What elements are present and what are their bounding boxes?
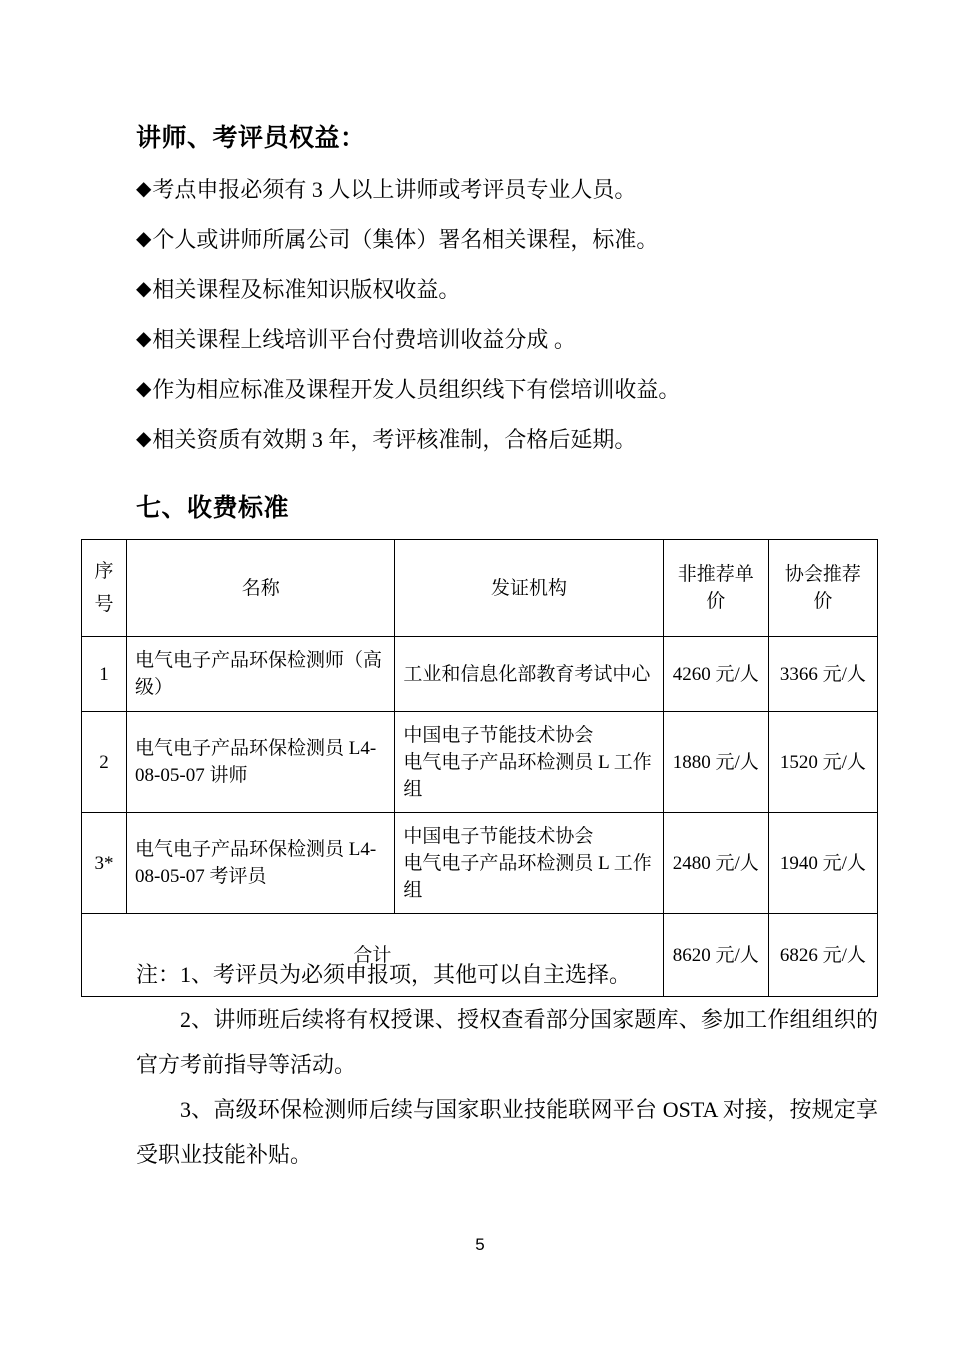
cell-price: 1880 元/人 xyxy=(663,712,768,813)
diamond-bullet-icon: ◆ xyxy=(136,228,152,250)
cell-recommended-price: 3366 元/人 xyxy=(768,637,877,712)
list-item xyxy=(136,225,856,254)
column-header-seq-line2: 号 xyxy=(94,594,114,615)
cell-seq: 2 xyxy=(82,712,127,813)
list-item xyxy=(136,375,856,404)
cell-name: 电气电子产品环保检测员 L4-08-05-07 讲师 xyxy=(127,712,395,813)
note-3: 3、高级环保检测师后续与国家职业技能联网平台 OSTA 对接，按规定享受职业技能补贴。 xyxy=(136,1097,878,1167)
cell-org: 工业和信息化部教育考试中心 xyxy=(395,637,663,712)
table-row xyxy=(82,712,878,813)
column-header-org: 发证机构 xyxy=(395,540,663,637)
note-2: 2、讲师班后续将有权授课、授权查看部分国家题库、参加工作组组织的官方考前指导等活动。 xyxy=(136,1007,878,1077)
fees-heading: 七、收费标准 xyxy=(136,495,290,522)
column-header-name: 名称 xyxy=(127,540,395,637)
diamond-bullet-icon: ◆ xyxy=(136,428,152,450)
notes-section xyxy=(136,952,878,1177)
page-number: 5 xyxy=(475,1235,485,1254)
cell-name: 电气电子产品环保检测师（高级） xyxy=(127,637,395,712)
list-item-text: 相关课程及标准知识版权收益。 xyxy=(152,277,461,302)
column-header-seq-line1: 序 xyxy=(94,561,114,582)
cell-total-recommended-price: 6826 元/人 xyxy=(768,914,877,997)
cell-seq: 1 xyxy=(82,637,127,712)
diamond-bullet-icon: ◆ xyxy=(136,278,152,300)
table-row xyxy=(82,813,878,914)
column-header-recommended: 协会推荐价 xyxy=(768,540,877,637)
list-item xyxy=(136,275,856,304)
list-item-text: 个人或讲师所属公司（集体）署名相关课程，标准。 xyxy=(152,227,659,252)
column-header-seq xyxy=(82,540,127,637)
cell-name: 电气电子产品环保检测员 L4-08-05-07 考评员 xyxy=(127,813,395,914)
list-item-text: 作为相应标准及课程开发人员组织线下有偿培训收益。 xyxy=(152,377,681,402)
list-item xyxy=(136,325,856,354)
list-item xyxy=(136,425,856,454)
diamond-bullet-icon: ◆ xyxy=(136,178,152,200)
list-item-text: 相关课程上线培训平台付费培训收益分成 。 xyxy=(152,327,576,352)
list-item-text: 考点申报必须有 3 人以上讲师或考评员专业人员。 xyxy=(152,177,637,202)
benefits-list xyxy=(136,175,856,475)
cell-seq: 3* xyxy=(82,813,127,914)
table-row xyxy=(82,637,878,712)
cell-org: 中国电子节能技术协会 电气电子产品环检测员 L 工作组 xyxy=(395,813,663,914)
cell-org: 中国电子节能技术协会 电气电子产品环检测员 L 工作组 xyxy=(395,712,663,813)
diamond-bullet-icon: ◆ xyxy=(136,328,152,350)
table-header-row xyxy=(82,540,878,637)
cell-price: 2480 元/人 xyxy=(663,813,768,914)
list-item xyxy=(136,175,856,204)
diamond-bullet-icon: ◆ xyxy=(136,378,152,400)
column-header-price: 非推荐单价 xyxy=(663,540,768,637)
cell-recommended-price: 1940 元/人 xyxy=(768,813,877,914)
cell-total-price: 8620 元/人 xyxy=(663,914,768,997)
cell-total-label: 合计 xyxy=(82,914,664,997)
list-item-text: 相关资质有效期 3 年，考评核准制，合格后延期。 xyxy=(152,427,637,452)
cell-price: 4260 元/人 xyxy=(663,637,768,712)
fee-standards-table xyxy=(81,539,878,997)
note-1: 注：1、考评员为必须申报项，其他可以自主选择。 xyxy=(136,962,632,987)
benefits-heading: 讲师、考评员权益： xyxy=(136,125,366,152)
cell-recommended-price: 1520 元/人 xyxy=(768,712,877,813)
